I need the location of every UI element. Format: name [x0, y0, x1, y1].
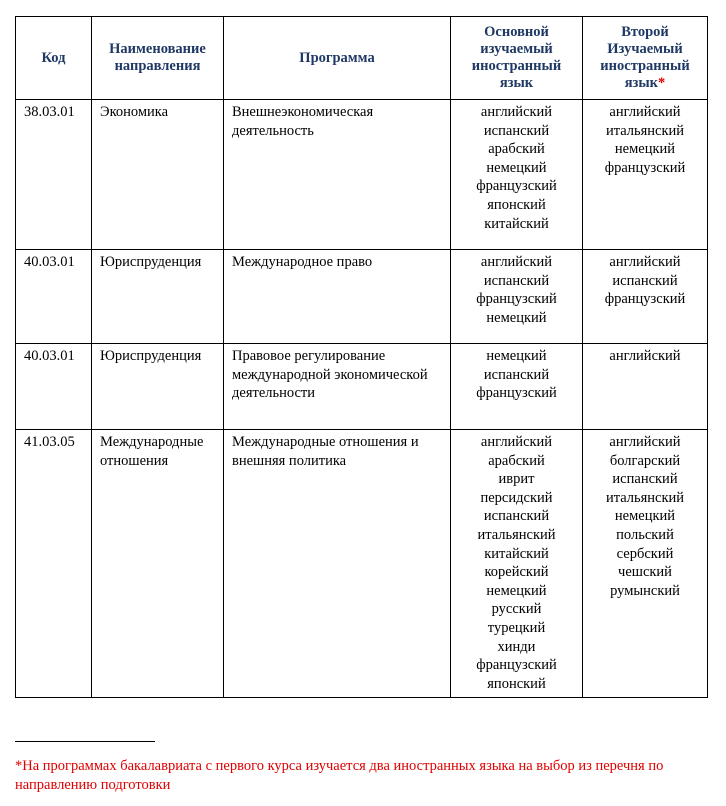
language-item: болгарский: [609, 452, 681, 469]
header-direction: [92, 17, 224, 100]
cell-first-languages: [451, 430, 583, 698]
header-program: Программа: [224, 17, 451, 100]
header-second-language: [583, 17, 708, 100]
cell-second-languages: [583, 344, 708, 430]
programs-table: [15, 16, 708, 698]
language-item: русский: [491, 601, 542, 618]
language-item: французский: [476, 178, 557, 195]
language-item: английский: [609, 348, 681, 364]
language-item: испанский: [483, 508, 550, 525]
footnote-text: *На программах бакалавриата с первого курса изучается два иностранных языка на выбор из перечня по направлению подготовки: [15, 758, 664, 793]
language-item: иврит: [498, 471, 535, 488]
header-first-language: [451, 17, 583, 100]
footnote-marker: *: [658, 75, 666, 91]
language-item: арабский: [488, 141, 545, 158]
language-item: немецкий: [614, 508, 676, 525]
language-item: итальянский: [605, 489, 685, 506]
language-item: румынский: [610, 582, 680, 599]
cell-second-languages: [583, 430, 708, 698]
header-second-language-label: Второй Изучаемый иностранный язык: [600, 24, 690, 91]
language-item: китайский: [484, 215, 549, 232]
language-item: французский: [476, 657, 557, 674]
language-item: польский: [616, 526, 674, 543]
language-item: английский: [480, 254, 553, 270]
language-item: испанский: [483, 366, 550, 383]
language-item: испанский: [612, 471, 678, 488]
language-item: французский: [604, 159, 686, 176]
language-item: английский: [480, 104, 553, 120]
language-item: английский: [480, 434, 553, 450]
cell-second-languages: [583, 100, 708, 250]
footnote-divider: [15, 741, 155, 742]
language-item: французский: [476, 385, 557, 402]
cell-direction: Экономика: [92, 100, 224, 250]
language-item: японский: [487, 675, 546, 692]
cell-second-languages: [583, 250, 708, 344]
cell-program: Международное право: [224, 250, 451, 344]
cell-direction: Юриспруденция: [92, 344, 224, 430]
header-code: Код: [16, 17, 92, 100]
table-row: [16, 100, 708, 250]
language-item: немецкий: [614, 141, 676, 158]
cell-first-languages: [451, 250, 583, 344]
table-header-row: [16, 17, 708, 100]
cell-first-languages: [451, 100, 583, 250]
language-item: испанский: [483, 122, 550, 139]
header-direction-label: Наименование направления: [109, 41, 206, 74]
language-item: сербский: [616, 545, 674, 562]
cell-first-languages: [451, 344, 583, 430]
language-item: испанский: [483, 272, 550, 289]
language-item: немецкий: [486, 582, 547, 599]
language-item: чешский: [618, 564, 672, 581]
language-item: японский: [487, 196, 546, 213]
cell-direction: Международные отношения: [92, 430, 224, 698]
language-item: английский: [609, 434, 681, 450]
cell-code: 38.03.01: [16, 100, 92, 250]
language-item: итальянский: [477, 526, 556, 543]
language-item: французский: [604, 291, 686, 308]
language-item: немецкий: [486, 309, 547, 326]
cell-program: Правовое регулирование международной экономической деятельности: [224, 344, 451, 430]
table-row: [16, 250, 708, 344]
cell-direction: Юриспруденция: [92, 250, 224, 344]
cell-program: Внешнеэкономическая деятельность: [224, 100, 451, 250]
language-item: испанский: [612, 272, 678, 289]
language-item: немецкий: [486, 159, 547, 176]
language-item: английский: [609, 254, 681, 270]
table-row: [16, 344, 708, 430]
language-item: китайский: [484, 545, 549, 562]
language-item: французский: [476, 291, 557, 308]
language-item: корейский: [484, 564, 549, 581]
language-item: хинди: [497, 638, 536, 655]
language-item: немецкий: [486, 348, 547, 364]
cell-program: Международные отношения и внешняя политика: [224, 430, 451, 698]
header-first-language-label: Основной изучаемый иностранный язык: [471, 24, 562, 91]
cell-code: 40.03.01: [16, 250, 92, 344]
language-item: персидский: [480, 489, 553, 506]
language-item: английский: [609, 104, 681, 120]
table-row: [16, 430, 708, 698]
language-item: арабский: [488, 452, 545, 469]
language-item: турецкий: [487, 619, 546, 636]
language-item: итальянский: [605, 122, 685, 139]
cell-code: 40.03.01: [16, 344, 92, 430]
cell-code: 41.03.05: [16, 430, 92, 698]
